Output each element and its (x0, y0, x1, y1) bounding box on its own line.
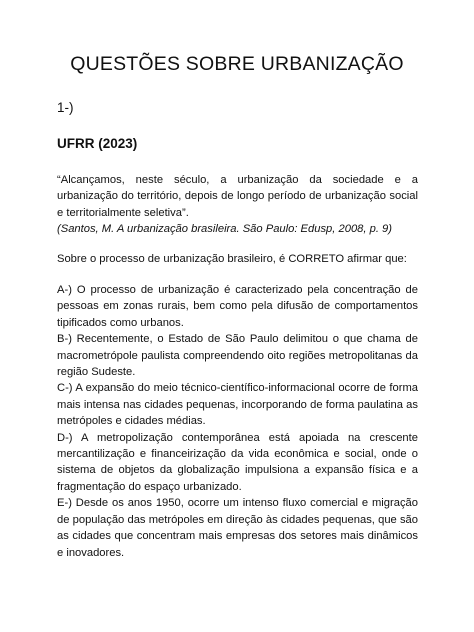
question-source: UFRR (2023) (57, 136, 138, 151)
option-d: D-) A metropolização contemporânea está apoiada na crescente mercantilização e financeirização da vida econômica e social, onde o sistema de objetos da globalização impulsiona a expansão física e a fragmentação do espaço urbanizado. (57, 431, 418, 493)
option-e: E-) Desde os anos 1950, ocorre um intenso fluxo comercial e migração de população das metrópoles em direção às cidades pequenas, que são as cidades que concentram mais empresas dos setores mais dinâmicos e inovadores. (57, 497, 418, 559)
option-c: C-) A expansão do meio técnico-científico-informacional ocorre de forma mais intensa nas cidades pequenas, incorporando de forma paulatina as metrópoles e cidades médias. (57, 382, 418, 428)
quote-text: “Alcançamos, neste século, a urbanização da sociedade e a urbanização do território, depois de longo período de urbanização social e territorialmente seletiva”. (57, 174, 418, 219)
option-a: A-) O processo de urbanização é caracterizado pela concentração de pessoas em zonas rurais, bem como pela difusão de comportamentos tipificados como urbanos. (57, 284, 418, 329)
page-title: QUESTÕES SOBRE URBANIZAÇÃO (70, 53, 404, 75)
option-b: B-) Recentemente, o Estado de São Paulo delimitou o que chama de macrometrópole paulista compreendendo oito regiões metropolitanas da região Sudeste. (57, 333, 418, 379)
quote-citation: (Santos, M. A urbanização brasileira. São Paulo: Edusp, 2008, p. 9) (57, 223, 392, 236)
question-number: 1-) (57, 100, 74, 115)
quote-block (57, 172, 418, 238)
answer-options (57, 282, 418, 561)
question-stem: Sobre o processo de urbanização brasileiro, é CORRETO afirmar que: (57, 253, 407, 265)
